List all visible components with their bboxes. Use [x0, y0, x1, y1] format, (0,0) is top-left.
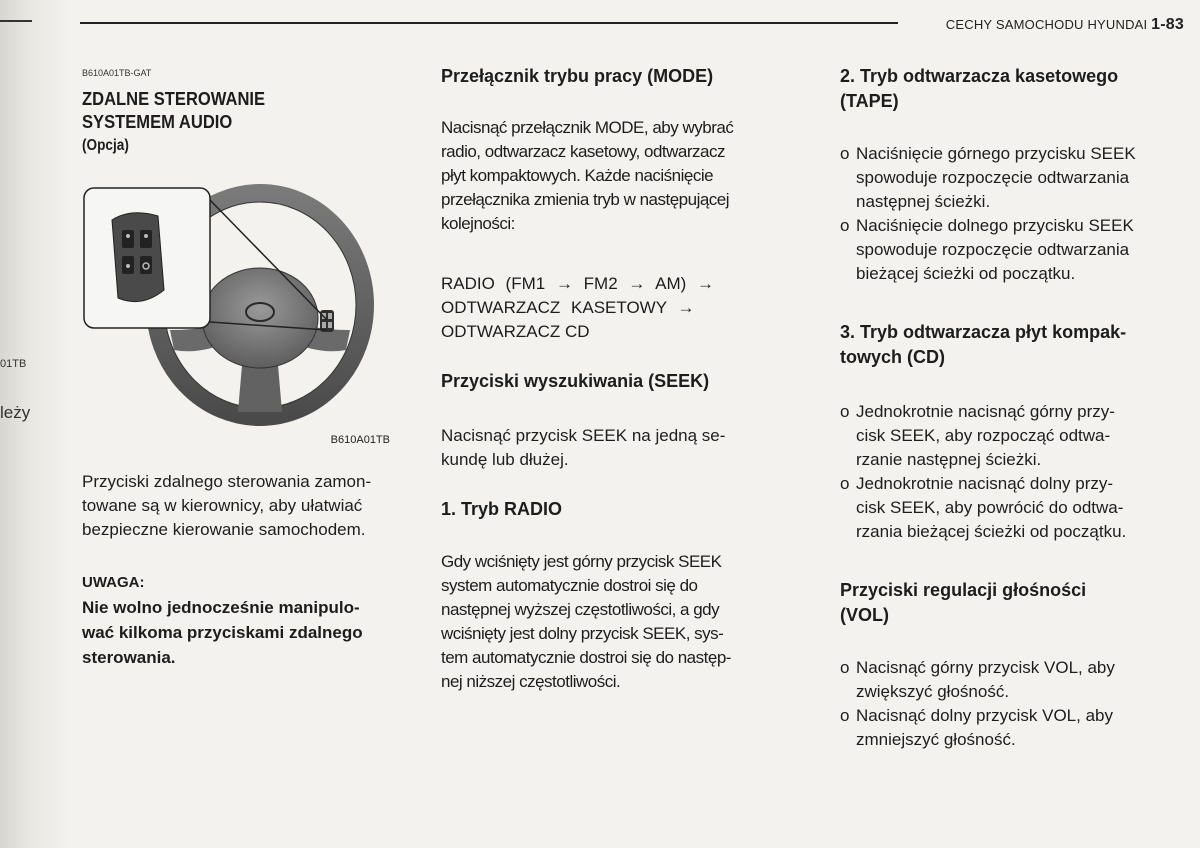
- cd-bullets: [840, 400, 1186, 544]
- list-item: [840, 214, 1186, 286]
- running-title: CECHY SAMOCHODU HYUNDAI: [945, 17, 1148, 32]
- text-line: następnej ścieżki.: [856, 192, 991, 211]
- list-item: [840, 142, 1186, 214]
- intro-text: [82, 470, 394, 542]
- text-line: Naciśnięcie dolnego przycisku SEEK: [856, 216, 1134, 235]
- tape-bullets: [840, 142, 1186, 286]
- list-item: [840, 656, 1186, 704]
- text-line: wciśnięty jest dolny przycisk SEEK, sys-: [441, 624, 724, 643]
- warning-line: wać kilkoma przyciskami zdalnego: [82, 623, 363, 642]
- text-line: kundę lub dłużej.: [441, 450, 569, 469]
- text-line: przełącznika zmienia tryb w następującej: [441, 190, 730, 209]
- text-line: spowoduje rozpoczęcie odtwarzania: [856, 168, 1130, 187]
- steering-wheel-illustration: [82, 180, 394, 448]
- bullet-marker: o: [840, 402, 850, 421]
- bullet-marker: o: [840, 658, 850, 677]
- list-item: [840, 400, 1186, 472]
- text-line: nej niższej częstotliwości.: [441, 672, 621, 691]
- mode-paragraph: [441, 116, 793, 236]
- text-line: Nacisnąć przełącznik MODE, aby wybrać: [441, 118, 734, 137]
- sequence-line: ODTWARZACZ CD: [441, 322, 590, 341]
- warning-block: [82, 574, 394, 670]
- heading-line: (VOL): [840, 605, 889, 625]
- text-line: Naciśnięcie górnego przycisku SEEK: [856, 144, 1136, 163]
- wheel-spoke: [238, 365, 282, 412]
- warning-line: Nie wolno jednocześnie manipulo-: [82, 598, 360, 617]
- list-item: [840, 704, 1186, 752]
- text-line: Przyciski zdalnego sterowania zamon-: [82, 472, 372, 491]
- wheel-hub: [202, 268, 318, 368]
- adjacent-page-edge: [0, 0, 70, 848]
- mode-sequence: [441, 272, 781, 344]
- text-line: system automatycznie dostroi się do: [441, 576, 698, 595]
- warning-label: UWAGA:: [82, 574, 145, 591]
- seek-heading: Przyciski wyszukiwania (SEEK): [441, 371, 710, 391]
- text-line: towane są w kierownicy, aby ułatwiać: [82, 496, 363, 515]
- steering-wheel-figure: [82, 180, 394, 448]
- section-title-line: SYSTEMEM AUDIO: [82, 112, 233, 132]
- text-line: rzania bieżącej ścieżki od początku.: [856, 522, 1127, 541]
- bullet-marker: o: [840, 706, 850, 725]
- text-line: tem automatycznie dostroi się do następ-: [441, 648, 731, 667]
- sequence-line: RADIO (FM1 → FM2 → AM) →: [441, 274, 715, 293]
- adjacent-page-code: 01TB: [0, 358, 27, 370]
- cd-heading: [840, 320, 1190, 370]
- seek-paragraph: [441, 424, 781, 472]
- section-title-line: ZDALNE STEROWANIE: [82, 89, 266, 109]
- text-line: spowoduje rozpoczęcie odtwarzania: [856, 240, 1130, 259]
- warning-line: sterowania.: [82, 648, 176, 667]
- text-line: płyt kompaktowych. Każde naciśnięcie: [441, 166, 714, 185]
- zoomed-control-panel: [112, 213, 164, 302]
- bullet-marker: o: [840, 474, 850, 493]
- text-line: Jednokrotnie nacisnąć dolny przy-: [856, 474, 1114, 493]
- text-line: cisk SEEK, aby powrócić do odtwa-: [856, 498, 1124, 517]
- heading-line: 3. Tryb odtwarzacza płyt kompak-: [840, 322, 1127, 342]
- section-subtitle: (Opcja): [82, 137, 129, 154]
- vol-heading: [840, 578, 1190, 628]
- text-line: bieżącej ścieżki od początku.: [856, 264, 1076, 283]
- heading-line: 2. Tryb odtwarzacza kasetowego: [840, 66, 1119, 86]
- radio-heading: 1. Tryb RADIO: [441, 499, 563, 519]
- text-line: zwiększyć głośność.: [856, 682, 1010, 701]
- radio-paragraph: [441, 550, 781, 694]
- adjacent-page-word: leży: [0, 403, 31, 422]
- heading-line: towych (CD): [840, 347, 945, 367]
- text-line: Nacisnąć górny przycisk VOL, aby: [856, 658, 1115, 677]
- sequence-line: ODTWARZACZ KASETOWY →: [441, 298, 695, 317]
- section-title: [82, 88, 386, 134]
- text-line: rzanie następnej ścieżki.: [856, 450, 1042, 469]
- running-head: [946, 16, 1184, 34]
- page-number: 1-83: [1151, 16, 1184, 33]
- figure-caption: B610A01TB: [330, 434, 390, 446]
- text-line: Nacisnąć przycisk SEEK na jedną se-: [441, 426, 726, 445]
- text-line: kolejności:: [441, 214, 515, 233]
- header-rule: [80, 22, 898, 24]
- text-line: cisk SEEK, aby rozpocząć odtwa-: [856, 426, 1111, 445]
- tape-heading: [840, 64, 1190, 114]
- text-line: następnej wyższej częstotliwości, a gdy: [441, 600, 720, 619]
- text-line: bezpieczne kierowanie samochodem.: [82, 520, 366, 539]
- list-item: [840, 472, 1186, 544]
- bullet-marker: o: [840, 216, 850, 235]
- bullet-marker: o: [840, 144, 850, 163]
- adjacent-page-rule: [0, 20, 32, 22]
- text-line: Jednokrotnie nacisnąć górny przy-: [856, 402, 1115, 421]
- text-line: radio, odtwarzacz kasetowy, odtwarzacz: [441, 142, 725, 161]
- heading-line: Przyciski regulacji głośności: [840, 580, 1087, 600]
- vol-bullets: [840, 656, 1186, 752]
- section-code: B610A01TB-GAT: [82, 68, 152, 78]
- text-line: zmniejszyć głośność.: [856, 730, 1016, 749]
- heading-line: (TAPE): [840, 91, 899, 111]
- mode-heading: Przełącznik trybu pracy (MODE): [441, 66, 714, 86]
- text-line: Nacisnąć dolny przycisk VOL, aby: [856, 706, 1113, 725]
- text-line: Gdy wciśnięty jest górny przycisk SEEK: [441, 552, 722, 571]
